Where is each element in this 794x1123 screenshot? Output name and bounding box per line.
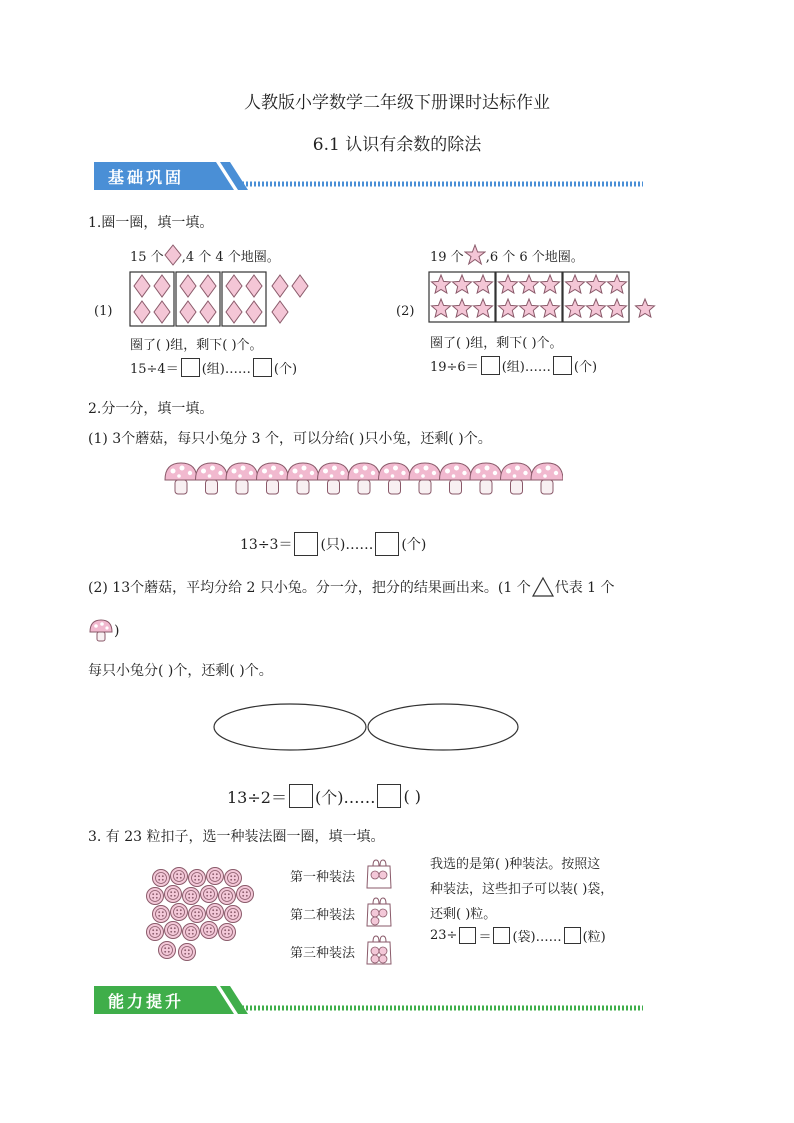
q2p2-text-b: 代表 1 个 bbox=[554, 580, 615, 596]
q2-part1-equation bbox=[240, 532, 426, 556]
mushroom-icon bbox=[287, 463, 319, 494]
q2p1-eq-right: (个) bbox=[401, 537, 427, 553]
star-shape bbox=[541, 275, 560, 293]
q3-eq-right: (粒) bbox=[582, 930, 606, 945]
q3-equation bbox=[430, 926, 606, 945]
q3-line1: 我选的是第( )种装法。按照这 bbox=[430, 857, 601, 872]
button-item bbox=[207, 868, 224, 885]
answer-box[interactable] bbox=[481, 356, 500, 375]
q1p2-eq-left: 19÷6＝ bbox=[430, 360, 479, 375]
q2p2-eq-mid: (个)…… bbox=[314, 787, 376, 807]
diamond-shape bbox=[154, 301, 170, 323]
q2p2-text-a: (2) 13个蘑菇，平均分给 2 只小兔。分一分，把分的结果画出来。(1 个 bbox=[88, 580, 531, 596]
diamond-shape bbox=[246, 301, 262, 323]
q2p2-eq-left: 13÷2＝ bbox=[227, 787, 287, 807]
diamond-shape bbox=[200, 301, 216, 323]
q3-eq-left: 23÷ bbox=[430, 928, 458, 943]
section-banner-advanced bbox=[88, 982, 648, 1018]
q1-part1-equation bbox=[130, 358, 297, 377]
star-shape bbox=[499, 299, 518, 317]
q1p1-eq-left: 15÷4＝ bbox=[130, 362, 179, 377]
button-item bbox=[237, 886, 254, 903]
star-shape bbox=[587, 275, 606, 293]
answer-box[interactable] bbox=[253, 358, 272, 377]
q1-part2-num: (2) bbox=[396, 304, 415, 319]
q1p2-post: ,6 个 6 个地圈。 bbox=[485, 249, 584, 265]
q1-heading: 1.圈一圈，填一填。 bbox=[88, 215, 214, 231]
diamond-shape bbox=[246, 275, 262, 297]
plate-left bbox=[214, 704, 366, 750]
star-shape bbox=[541, 299, 560, 317]
button-in-bag bbox=[379, 955, 387, 963]
button-item bbox=[179, 944, 196, 961]
q3-line3: 还剩( )粒。 bbox=[430, 907, 497, 922]
rabbit-plates bbox=[212, 702, 522, 754]
q2p1-eq-mid: (只)…… bbox=[320, 537, 374, 553]
button-item bbox=[147, 888, 164, 905]
q1-part2-equation bbox=[430, 356, 597, 375]
button-item bbox=[153, 870, 170, 887]
q1p2-eq-right: (个) bbox=[573, 360, 598, 375]
mushroom-row bbox=[163, 460, 563, 500]
star-shape bbox=[474, 299, 493, 317]
bag-icon-2 bbox=[364, 896, 394, 928]
button-item bbox=[153, 906, 170, 923]
method1-label: 第一种装法 bbox=[290, 870, 356, 885]
answer-box[interactable] bbox=[289, 784, 313, 808]
answer-box[interactable] bbox=[377, 784, 401, 808]
page-title: 人教版小学数学二年级下册课时达标作业 bbox=[244, 93, 550, 113]
diamond-shape bbox=[272, 275, 288, 297]
page-subtitle: 6.1 认识有余数的除法 bbox=[312, 135, 482, 155]
mushroom-icon bbox=[470, 463, 502, 494]
q1p1-post: ,4 个 4 个地圈。 bbox=[181, 249, 280, 265]
mushroom-icon bbox=[501, 463, 533, 494]
q2-heading: 2.分一分，填一填。 bbox=[88, 401, 214, 417]
button-item bbox=[171, 868, 188, 885]
mushroom-icon bbox=[196, 463, 228, 494]
q2p2-eq-right: ( ) bbox=[403, 786, 422, 806]
q2-part2-text bbox=[88, 576, 615, 598]
q2-part2-answer: 每只小兔分( )个，还剩( )个。 bbox=[88, 663, 273, 679]
q1p2-pre: 19 个 bbox=[430, 249, 464, 265]
q1-part1-answer-line: 圈了( )组，剩下( )个。 bbox=[130, 338, 263, 353]
section-title-advanced: 能力提升 bbox=[108, 992, 185, 1011]
diamond-shape bbox=[292, 275, 308, 297]
button-in-bag bbox=[371, 917, 379, 925]
diamond-shape bbox=[272, 301, 288, 323]
button-item bbox=[189, 870, 206, 887]
button-in-bag bbox=[379, 947, 387, 955]
star-shape bbox=[432, 299, 451, 317]
button-item bbox=[201, 886, 218, 903]
q1-part1-num: (1) bbox=[94, 304, 113, 319]
answer-box[interactable] bbox=[553, 356, 572, 375]
star-icon bbox=[464, 244, 486, 266]
mushroom-icon bbox=[440, 463, 472, 494]
mushroom-icon bbox=[379, 463, 411, 494]
star-shape bbox=[636, 299, 655, 317]
q2-part2-equation bbox=[227, 784, 421, 808]
q2p2-text-c: ) bbox=[114, 623, 120, 639]
group-box bbox=[222, 272, 266, 326]
button-item bbox=[171, 904, 188, 921]
diamond-icon bbox=[164, 244, 182, 266]
diamond-shape bbox=[134, 301, 150, 323]
star-shape bbox=[474, 275, 493, 293]
diamond-shape bbox=[180, 275, 196, 297]
diamond-shape bbox=[154, 275, 170, 297]
star-shape bbox=[453, 275, 472, 293]
q1p1-pre: 15 个 bbox=[130, 249, 164, 265]
answer-box[interactable] bbox=[294, 532, 318, 556]
button-in-bag bbox=[371, 955, 379, 963]
diamond-shape bbox=[226, 301, 242, 323]
star-groups bbox=[427, 270, 662, 324]
button-in-bag bbox=[371, 909, 379, 917]
group-box bbox=[176, 272, 220, 326]
mushroom-icon bbox=[257, 463, 289, 494]
answer-box[interactable] bbox=[493, 927, 510, 944]
diamond-shape bbox=[180, 301, 196, 323]
q1p2-eq-mid: (组)…… bbox=[501, 360, 551, 375]
q1-part2-instruction bbox=[430, 244, 584, 266]
button-in-bag bbox=[379, 871, 387, 879]
section-title-basic: 基础巩固 bbox=[108, 168, 185, 187]
button-item bbox=[147, 924, 164, 941]
star-shape bbox=[566, 299, 585, 317]
q2-part2-text-cont bbox=[88, 618, 119, 644]
q2-part1-text: (1) 3个蘑菇，每只小兔分 3 个，可以分给( )只小兔，还剩( )个。 bbox=[88, 431, 492, 447]
button-pile bbox=[145, 866, 257, 966]
star-shape bbox=[499, 275, 518, 293]
button-item bbox=[219, 888, 236, 905]
q3-eq-mid2: (袋)…… bbox=[512, 930, 562, 945]
section-banner-basic bbox=[88, 158, 648, 194]
q1p1-eq-mid: (组)…… bbox=[201, 362, 251, 377]
star-shape bbox=[587, 299, 606, 317]
button-in-bag bbox=[371, 947, 379, 955]
button-item bbox=[189, 906, 206, 923]
q1-part1-instruction bbox=[130, 244, 280, 266]
q2p1-eq-left: 13÷3＝ bbox=[240, 537, 293, 553]
plate-right bbox=[368, 704, 518, 750]
method3-label: 第三种装法 bbox=[290, 946, 356, 961]
answer-box[interactable] bbox=[564, 927, 581, 944]
diamond-shape bbox=[200, 275, 216, 297]
button-item bbox=[165, 922, 182, 939]
button-item bbox=[183, 924, 200, 941]
diamond-shape bbox=[226, 275, 242, 297]
star-shape bbox=[608, 299, 627, 317]
mushroom-icon bbox=[348, 463, 380, 494]
button-item bbox=[159, 942, 176, 959]
mushroom-icon bbox=[165, 463, 197, 494]
mushroom-icon bbox=[409, 463, 441, 494]
q3-line2: 种装法，这些扣子可以装( )袋， bbox=[430, 882, 614, 897]
diamond-shape bbox=[134, 275, 150, 297]
button-item bbox=[183, 888, 200, 905]
button-item bbox=[225, 906, 242, 923]
star-shape bbox=[520, 275, 539, 293]
q3-eq-mid1: ＝ bbox=[478, 930, 492, 945]
star-shape bbox=[432, 275, 451, 293]
q1p1-eq-right: (个) bbox=[273, 362, 298, 377]
button-item bbox=[207, 904, 224, 921]
q3-heading: 3. 有 23 粒扣子，选一种装法圈一圈，填一填。 bbox=[88, 829, 385, 845]
answer-box[interactable] bbox=[181, 358, 200, 377]
answer-box[interactable] bbox=[459, 927, 476, 944]
button-item bbox=[165, 886, 182, 903]
star-shape bbox=[608, 275, 627, 293]
mushroom-icon bbox=[88, 618, 114, 644]
triangle-icon bbox=[531, 576, 555, 598]
diamond-groups bbox=[128, 270, 318, 328]
button-item bbox=[219, 924, 236, 941]
bag-icon-3 bbox=[364, 934, 394, 966]
star-shape bbox=[520, 299, 539, 317]
answer-box[interactable] bbox=[375, 532, 399, 556]
button-item bbox=[225, 870, 242, 887]
mushroom-icon bbox=[226, 463, 258, 494]
button-in-bag bbox=[371, 871, 379, 879]
group-box bbox=[130, 272, 174, 326]
mushroom-icon bbox=[318, 463, 350, 494]
q1-part2-answer-line: 圈了( )组，剩下( )个。 bbox=[430, 336, 563, 351]
bag-icon-1 bbox=[364, 858, 394, 890]
star-shape bbox=[566, 275, 585, 293]
star-shape bbox=[453, 299, 472, 317]
method2-label: 第二种装法 bbox=[290, 908, 356, 923]
mushroom-icon bbox=[531, 463, 563, 494]
button-in-bag bbox=[379, 909, 387, 917]
button-item bbox=[201, 922, 218, 939]
